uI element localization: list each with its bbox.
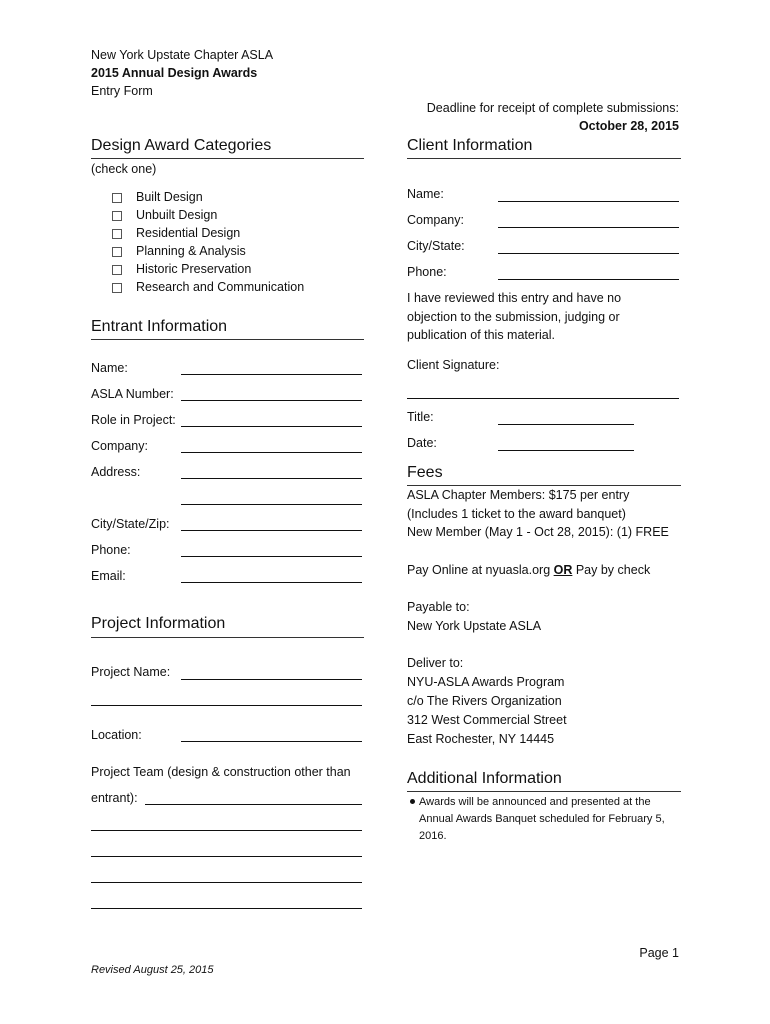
client-name-field[interactable] [498, 201, 679, 202]
project-team-field-5[interactable] [91, 908, 362, 909]
project-team-label: Project Team (design & construction other than [91, 765, 351, 779]
client-signature-field[interactable] [407, 398, 679, 399]
project-name-label: Project Name: [91, 665, 171, 679]
deliver-line-4: East Rochester, NY 14445 [407, 732, 555, 746]
project-location-field[interactable] [181, 741, 362, 742]
pay-or-text: OR [553, 563, 573, 577]
org-name: New York Upstate Chapter ASLA [91, 48, 274, 62]
entrant-address-label: Address: [91, 465, 141, 479]
checkbox-planning-analysis[interactable] [112, 247, 122, 257]
entrant-role-field[interactable] [181, 426, 362, 427]
deadline-label: Deadline for receipt of complete submissions: [426, 101, 679, 115]
entrant-company-label: Company: [91, 439, 148, 453]
client-rule [407, 158, 681, 159]
project-rule [91, 637, 364, 638]
category-label: Residential Design [136, 226, 241, 240]
category-label: Research and Communication [136, 280, 305, 294]
categories-rule [91, 158, 364, 159]
entrant-rule [91, 339, 364, 340]
client-date-field[interactable] [498, 450, 634, 451]
deliver-line-2: c/o The Rivers Organization [407, 694, 562, 708]
project-name-field[interactable] [181, 679, 362, 680]
entrant-address-field[interactable] [181, 478, 362, 479]
client-phone-field[interactable] [498, 279, 679, 280]
fees-rule [407, 485, 681, 486]
client-statement: I have reviewed this entry and have no [407, 291, 622, 305]
client-statement-3: publication of this material. [407, 328, 555, 342]
project-team-label-2: entrant): [91, 791, 138, 805]
fees-heading: Fees [407, 464, 443, 481]
client-city-label: City/State: [407, 239, 465, 253]
deliver-line-3: 312 West Commercial Street [407, 713, 567, 727]
entrant-phone-label: Phone: [91, 543, 131, 557]
entrant-address-field-2[interactable] [181, 504, 362, 505]
checkbox-residential-design[interactable] [112, 229, 122, 239]
project-team-field-2[interactable] [91, 830, 362, 831]
client-heading: Client Information [407, 137, 533, 154]
project-location-label: Location: [91, 728, 142, 742]
project-name-field-2[interactable] [91, 705, 362, 706]
client-name-label: Name: [407, 187, 444, 201]
project-team-field-4[interactable] [91, 882, 362, 883]
entrant-asla-label: ASLA Number: [91, 387, 174, 401]
entrant-email-field[interactable] [181, 582, 362, 583]
project-team-field-3[interactable] [91, 856, 362, 857]
client-date-label: Date: [407, 436, 437, 450]
project-heading: Project Information [91, 615, 226, 632]
deliver-line: NYU-ASLA Awards Program [407, 675, 565, 689]
client-signature-label: Client Signature: [407, 358, 500, 372]
client-title-field[interactable] [498, 424, 634, 425]
form-title: 2015 Annual Design Awards [91, 66, 258, 80]
checkbox-built-design[interactable] [112, 193, 122, 203]
project-team-field[interactable] [145, 804, 362, 805]
page-number: Page 1 [639, 946, 679, 960]
checkbox-research-communication[interactable] [112, 283, 122, 293]
payable-label: Payable to: [407, 600, 470, 614]
client-phone-label: Phone: [407, 265, 447, 279]
categories-instruction: (check one) [91, 162, 157, 176]
pay-online-text: Pay Online at nyuasla.org [407, 563, 554, 577]
entrant-role-label: Role in Project: [91, 413, 176, 427]
bullet-icon [410, 799, 415, 804]
additional-rule [407, 791, 681, 792]
category-label: Historic Preservation [136, 262, 252, 276]
fees-line-3: New Member (May 1 - Oct 28, 2015): (1) FREE [407, 525, 669, 539]
entrant-city-field[interactable] [181, 530, 362, 531]
categories-heading: Design Award Categories [91, 137, 272, 154]
deadline-date: October 28, 2015 [578, 119, 679, 133]
payable-to: New York Upstate ASLA [407, 619, 542, 633]
additional-bullet-text: Awards will be announced and presented at the [419, 796, 651, 808]
client-title-label: Title: [407, 410, 434, 424]
entrant-company-field[interactable] [181, 452, 362, 453]
form-subtitle: Entry Form [91, 84, 153, 98]
category-label: Planning & Analysis [136, 244, 246, 258]
revised-date: Revised August 25, 2015 [91, 964, 214, 976]
additional-heading: Additional Information [407, 770, 562, 787]
checkbox-unbuilt-design[interactable] [112, 211, 122, 221]
additional-bullet-text-2: Annual Awards Banquet scheduled for February 5, [419, 813, 665, 825]
client-statement-2: objection to the submission, judging or [407, 310, 620, 324]
category-label: Built Design [136, 190, 203, 204]
entrant-phone-field[interactable] [181, 556, 362, 557]
category-label: Unbuilt Design [136, 208, 218, 222]
entrant-email-label: Email: [91, 569, 126, 583]
entrant-name-label: Name: [91, 361, 128, 375]
client-city-field[interactable] [498, 253, 679, 254]
client-company-field[interactable] [498, 227, 679, 228]
client-company-label: Company: [407, 213, 464, 227]
pay-check-text: Pay by check [572, 563, 651, 577]
fees-line: ASLA Chapter Members: $175 per entry [407, 488, 630, 502]
entrant-asla-field[interactable] [181, 400, 362, 401]
deliver-label: Deliver to: [407, 656, 464, 670]
payment-options [407, 563, 650, 578]
entrant-name-field[interactable] [181, 374, 362, 375]
checkbox-historic-preservation[interactable] [112, 265, 122, 275]
additional-bullet-text-3: 2016. [419, 830, 447, 842]
fees-line-2: (Includes 1 ticket to the award banquet) [407, 507, 626, 521]
entrant-city-label: City/State/Zip: [91, 517, 170, 531]
entrant-heading: Entrant Information [91, 318, 228, 335]
